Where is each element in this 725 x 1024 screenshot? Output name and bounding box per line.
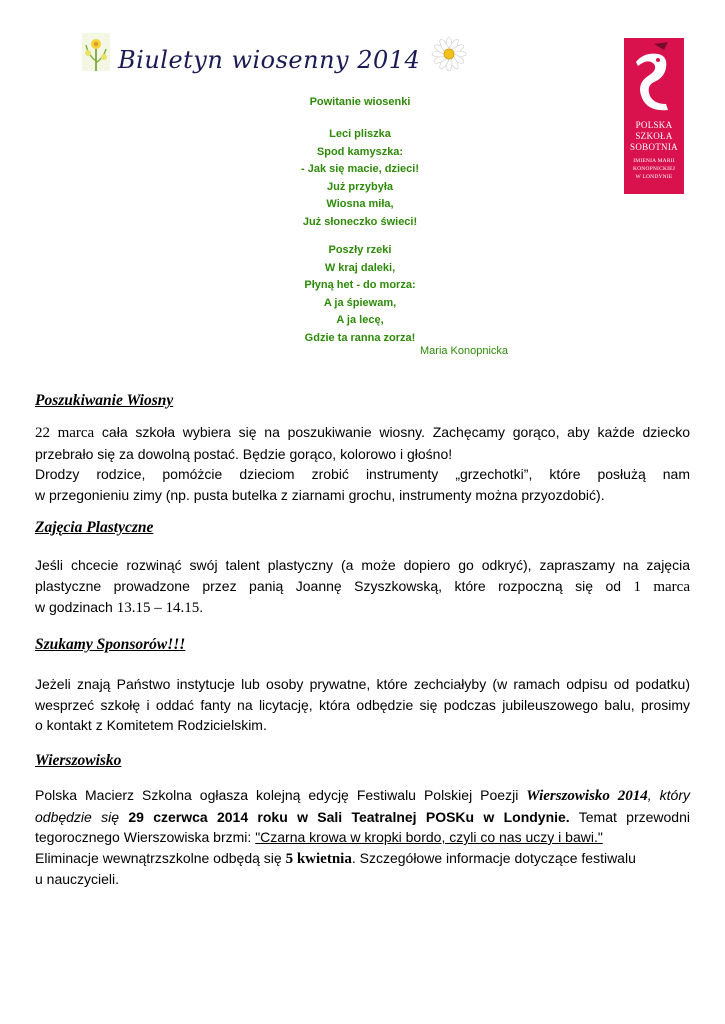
poem-line: Leci pliszka bbox=[329, 128, 391, 140]
body-text: Polska Macierz Szkolna ogłasza kolejną edycję Festiwalu Polskiej Poezji bbox=[35, 787, 527, 803]
logo-line-4: IMIENIA MARII bbox=[633, 158, 675, 164]
festival-date-venue: 29 czerwca 2014 roku w Sali Teatralnej POSKu w Londynie. bbox=[119, 808, 570, 825]
body-line: w przegonieniu zimy (np. pusta butelka z ziarnami grochu, instrumenty można przyozdobić). bbox=[35, 486, 605, 503]
eagle-icon bbox=[624, 38, 684, 116]
section-body-sponsors bbox=[35, 674, 690, 736]
body-text: plastyczne prowadzone przez panią Joannę Szyszkowską, które rozpoczną się od bbox=[35, 577, 634, 594]
logo-line-6: W LONDYNIE bbox=[635, 174, 673, 180]
logo-line-1: POLSKA bbox=[635, 120, 673, 130]
class-hours: 13.15 – 14.15 bbox=[116, 600, 200, 616]
section-heading-art-classes: Zajęcia Plastyczne bbox=[35, 519, 154, 536]
logo-line-3: SOBOTNIA bbox=[630, 142, 678, 152]
body-line: Drodzy rodzice, pomóżcie dzieciom zrobić instrumenty „grzechotki”, które posłużą nam bbox=[35, 466, 690, 482]
section-heading-poetry-festival: Wierszowisko bbox=[35, 752, 122, 769]
poem-line: Już przybyła bbox=[326, 180, 394, 193]
poem-author: Maria Konopnicka bbox=[420, 345, 509, 357]
daisy-icon bbox=[428, 35, 470, 73]
event-date: 22 marca bbox=[35, 425, 95, 441]
body-text: odbędzie się bbox=[35, 808, 120, 825]
poem-line: Gdzie ta ranna zorza! bbox=[304, 331, 416, 344]
body-line: o kontakt z Komitetem Rodzicielskim. bbox=[35, 717, 267, 733]
festival-theme: "Czarna krowa w kropki bordo, czyli co nas uczy i bawi." bbox=[255, 829, 603, 845]
poem-line: - Jak się macie, dzieci! bbox=[300, 163, 419, 175]
festival-name: Wierszowisko 2014 bbox=[526, 788, 648, 804]
body-text: , który bbox=[647, 787, 690, 803]
section-heading-sponsors: Szukamy Sponsorów!!! bbox=[35, 636, 186, 653]
poem-line: Wiosna miła, bbox=[326, 198, 394, 210]
poem-line: Już słoneczko świeci! bbox=[302, 215, 418, 228]
body-text: cała szkoła wybiera się na poszukiwanie wiosny. Zachęcamy gorąco, aby każde dziecko bbox=[94, 424, 690, 440]
body-line: przebrało się za dowolną postać. Będzie gorąco, kolorowo i głośno! bbox=[35, 445, 453, 462]
start-date: 1 marca bbox=[633, 578, 690, 595]
poem-line: W kraj daleki, bbox=[324, 261, 396, 274]
body-text: tegorocznego Wierszowiska brzmi: bbox=[35, 829, 256, 845]
section-body-art-classes bbox=[35, 555, 690, 619]
section-heading-spring-search: Poszukiwanie Wiosny bbox=[35, 392, 174, 409]
logo-line-5: KONOPNICKIEJ bbox=[632, 166, 676, 172]
poem-line: Poszły rzeki bbox=[328, 244, 392, 256]
body-line: wesprzeć szkołę i oddać fanty na licytację, która odbędzie się podczas jubileuszowego balu, prosimy bbox=[35, 696, 690, 713]
poem-line: Płyną het - do morza: bbox=[304, 279, 416, 291]
daffodil-icon bbox=[82, 33, 110, 71]
poem-stanza-1 bbox=[210, 126, 510, 231]
section-body-spring-search bbox=[35, 422, 690, 505]
body-line: u nauczycieli. bbox=[35, 871, 120, 887]
body-text: . bbox=[199, 599, 204, 615]
section-body-poetry-festival bbox=[35, 785, 690, 890]
body-text: w godzinach bbox=[35, 599, 117, 615]
body-text: . Szczegółowe informacje dotyczące festiwalu bbox=[351, 849, 636, 866]
poem-line: A ja lecę, bbox=[336, 314, 384, 326]
bulletin-title: Biuletyn wiosenny 2014 bbox=[118, 46, 421, 74]
elimination-date: 5 kwietnia bbox=[285, 850, 352, 867]
body-text: Temat przewodni bbox=[569, 808, 690, 825]
poem-line: A ja śpiewam, bbox=[323, 296, 397, 309]
poem-stanza-2 bbox=[210, 242, 510, 347]
school-logo bbox=[624, 38, 684, 194]
poem-title: Powitanie wiosenki bbox=[309, 96, 411, 108]
body-text: Eliminacje wewnątrzszkolne odbędą się bbox=[35, 849, 286, 866]
body-line: Jeśli chcecie rozwinąć swój talent plastyczny (a może dopiero go odkryć), zapraszamy na zajęcia bbox=[35, 557, 690, 573]
body-line: Jeżeli znają Państwo instytucje lub osoby prywatne, które zechciałyby (w ramach odpisu od podatku) bbox=[35, 676, 690, 692]
poem-line: Spod kamyszka: bbox=[316, 145, 404, 158]
logo-line-2: SZKOŁA bbox=[635, 131, 673, 141]
